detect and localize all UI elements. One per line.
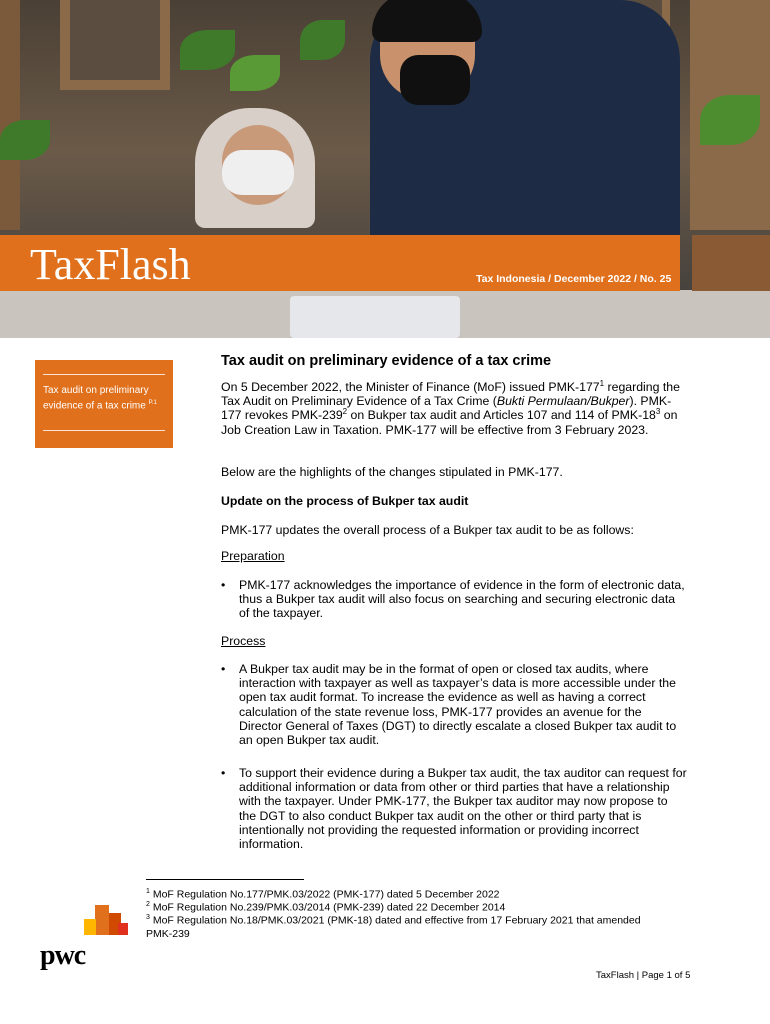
footnote xyxy=(146,911,666,941)
section-preparation: Preparation xyxy=(221,549,285,563)
footnote-text: MoF Regulation No.18/PMK.03/2021 (PMK-18) dated and effective from 17 February 2021 that amended PMK-239 xyxy=(146,914,641,940)
footnote-ref[interactable]: 2 xyxy=(342,407,348,417)
laptop xyxy=(290,296,460,338)
plant-leaf xyxy=(700,95,760,145)
face-mask xyxy=(400,55,470,105)
shelf-pane xyxy=(70,0,160,80)
footnote-number: 3 xyxy=(146,914,150,921)
article xyxy=(221,352,691,852)
page-number: TaxFlash | Page 1 of 5 xyxy=(596,970,691,981)
bullet-item: • A Bukper tax audit may be in the format of open or closed tax audits, where interaction with taxpayer as well as taxpayer’s data is more accessible under the open tax audit format. To increase the evidence as well as having a correct calculation of the state revenue loss, PMK-177 provides an avenue for the Director General of Taxes (DGT) to directly escalate a closed Bukper tax audit to an open Bukper tax audit. xyxy=(239,662,687,747)
section-process: Process xyxy=(221,634,266,648)
intro-text: on Job Creation Law in Taxation. PMK-177 will be effective from 3 February 2023. xyxy=(221,408,678,437)
face-mask xyxy=(222,150,294,195)
footnote-divider xyxy=(146,879,304,880)
sidebar-link[interactable] xyxy=(43,384,168,412)
divider xyxy=(43,374,165,375)
logo-block xyxy=(95,905,109,935)
highlights-paragraph: Below are the highlights of the changes stipulated in PMK-177. xyxy=(221,465,563,479)
logo-block xyxy=(118,923,128,935)
shelf xyxy=(0,0,20,230)
footnote-number: 1 xyxy=(146,888,150,895)
title-band-accent xyxy=(692,235,770,291)
footnote-ref[interactable]: 1 xyxy=(599,378,605,388)
bullet-item: • PMK-177 acknowledges the importance of evidence in the form of electronic data, thus a Bukper tax audit will also focus on searching and securing electronic data of the taxpayer. xyxy=(239,578,687,621)
person-hair xyxy=(372,0,482,42)
intro-text: regarding the Tax Audit on Preliminary Evidence of a Tax Crime ( xyxy=(221,380,680,409)
plant-leaf xyxy=(230,55,280,91)
intro-text: On 5 December 2022, the Minister of Finance (MoF) issued PMK-177 xyxy=(221,380,600,394)
footnote-text: MoF Regulation No.239/PMK.03/2014 (PMK-239) dated 22 December 2014 xyxy=(149,901,506,914)
intro-paragraph xyxy=(221,380,691,437)
footnote-text: MoF Regulation No.177/PMK.03/2022 (PMK-177) dated 5 December 2022 xyxy=(149,888,500,901)
intro-text: on Bukper tax audit and Articles 107 and 114 of PMK-18 xyxy=(347,408,656,423)
plant-leaf xyxy=(0,120,50,160)
sidebar-page-ref: P.1 xyxy=(148,400,157,406)
sidebar-box[interactable] xyxy=(35,360,173,448)
plant-leaf xyxy=(300,20,345,60)
process-intro: PMK-177 updates the overall process of a Bukper tax audit to be as follows: xyxy=(221,523,634,537)
bullet-item: • To support their evidence during a Bukper tax audit, the tax auditor can request for additional information or data from other or third parties that have a relationship with the taxpayer. Under PMK-177, the Bukper tax auditor may now propose to the DGT to also conduct Bukper tax audit on the other or third party that is intentionally not providing the requested information or providing incorrect information. xyxy=(239,766,687,851)
subheading: Update on the process of Bukper tax audit xyxy=(221,494,469,508)
intro-italic: Bukti Permulaan/Bukper xyxy=(496,394,630,409)
plant-leaf xyxy=(180,30,235,70)
divider xyxy=(43,430,165,431)
pwc-logo: pwc xyxy=(40,940,86,971)
issue-line: Tax Indonesia / December 2022 / No. 25 xyxy=(476,273,672,285)
logo-block xyxy=(84,919,96,935)
sidebar-label: Tax audit on preliminary evidence of a tax crime xyxy=(43,385,149,412)
intro-text: ). PMK-177 revokes PMK-239 xyxy=(221,394,672,423)
brand-title: TaxFlash xyxy=(30,240,191,289)
article-title: Tax audit on preliminary evidence of a tax crime xyxy=(221,353,552,369)
footnote-number: 2 xyxy=(146,901,150,908)
footnote-ref[interactable]: 3 xyxy=(655,407,661,417)
